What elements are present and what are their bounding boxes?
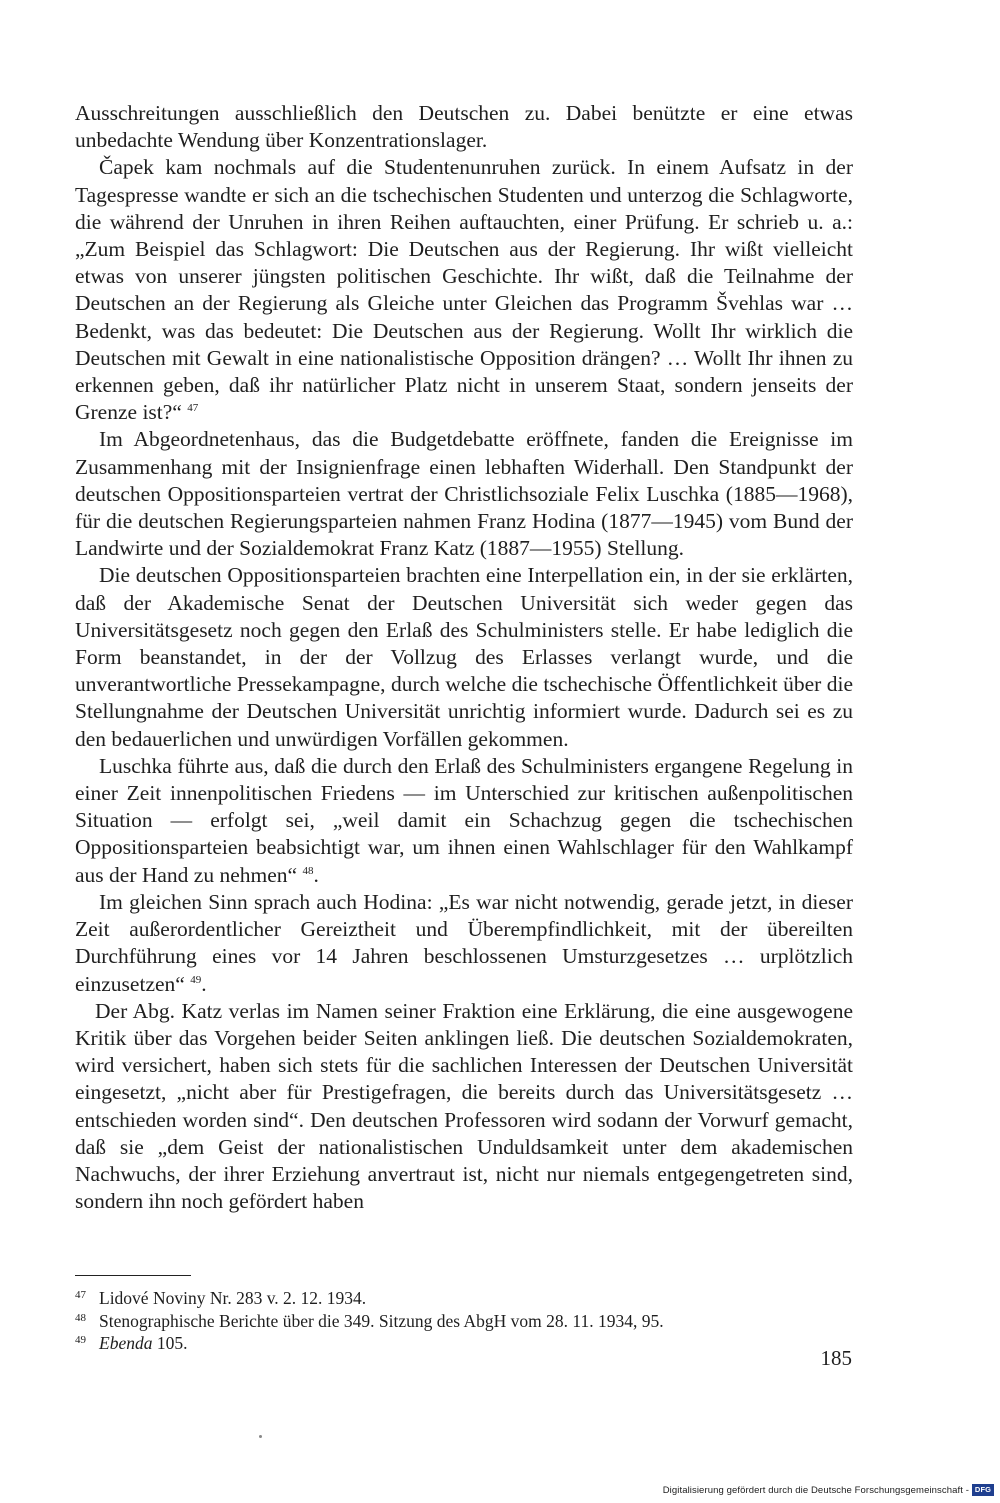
footnote-number: 49 bbox=[75, 1334, 86, 1346]
paragraph-5-text: Luschka führte aus, daß die durch den Erlaß des Schulministers ergangene Regelung in einer Zeit innenpolitischen Friedens — im Unterschied zur kritischen außenpolitischen Situation — erfolgt sei, „weil damit ein Schachzug gegen die tschechischen Oppositionsparteien beabsichtigt war, um ihnen einen Wahlschlager für den Wahlkampf aus der Hand zu nehmen“ bbox=[75, 753, 853, 887]
paragraph-4-text: Die deutschen Oppositionsparteien brachten eine Interpellation ein, in der sie erklärten, daß der Akademische Senat der Deutschen Universität sich weder gegen das Universitätsgesetz noch gegen den Erlaß des Schulministers stelle. Er habe lediglich die Form beanstandet, in der der Vollzug des Erlasses verlangt wurde, und die unverantwortliche Pressekampagne, durch welche die tschechische Öffentlichkeit über die Stellungnahme der Deutschen Universität unrichtig informiert wurde. Dadurch sei es zu den bedauerlichen und unwürdigen Vorfällen gekommen. bbox=[75, 563, 853, 751]
paragraph-4 bbox=[75, 562, 853, 752]
footnote-47 bbox=[75, 1287, 853, 1310]
paragraph-3 bbox=[75, 426, 853, 562]
paragraph-1 bbox=[75, 100, 853, 154]
scan-speck bbox=[259, 1435, 262, 1438]
footnote-48 bbox=[75, 1310, 853, 1333]
footnote-text: Lidové Noviny Nr. 283 v. 2. 12. 1934. bbox=[99, 1288, 367, 1308]
footnote-49 bbox=[75, 1332, 853, 1355]
footnote-ref-47[interactable]: 47 bbox=[187, 402, 199, 415]
dfg-credit-text: Digitalisierung gefördert durch die Deutsche Forschungsgemeinschaft - bbox=[662, 1484, 969, 1496]
body-text bbox=[75, 100, 853, 1215]
footnote-divider bbox=[75, 1275, 191, 1276]
footnote-ref-48[interactable]: 48 bbox=[302, 864, 314, 877]
paragraph-1-text: Ausschreitungen ausschließlich den Deutschen zu. Dabei benützte er eine etwas unbedachte Wendung über Konzentrationslager. bbox=[75, 101, 853, 153]
dfg-credit-bar bbox=[663, 1484, 994, 1496]
footnote-text: 105. bbox=[152, 1333, 188, 1353]
paragraph-6 bbox=[75, 889, 853, 998]
paragraph-2-text: Čapek kam nochmals auf die Studentenunruhen zurück. In einem Aufsatz in der Tagespresse wandte er sich an die tschechischen Studenten und unterzog die Schlagworte, die während der Unruhen in ihren Reihen auftauchten, einer Prüfung. Er schrieb u. a.: „Zum Beispiel das Schlagwort: Die Deutschen aus der Regierung. Ihr wißt vielleicht etwas von unserer jüngsten politischen Geschichte. Ihr wißt, daß die Teilnahme der Deutschen an der Regierung als Gleiche unter Gleichen das Programm Švehlas war … Bedenkt, was das bedeutet: Die Deutschen aus der Regierung. Wollt Ihr wirklich die Deutschen mit Gewalt in eine nationalistische Opposition drängen? … Wollt Ihr ihnen zu erkennen geben, daß ihr natürlicher Platz nicht in unserem Staat, sondern jenseits der Grenze ist?“ bbox=[75, 155, 853, 425]
footnote-ref-49[interactable]: 49 bbox=[190, 973, 202, 986]
footnote-number: 48 bbox=[75, 1311, 86, 1324]
paragraph-5 bbox=[75, 753, 853, 889]
paragraph-2 bbox=[75, 154, 853, 426]
paragraph-3-text: Im Abgeordnetenhaus, das die Budgetdebatte eröffnete, fanden die Ereignisse im Zusammenhang mit der Insignienfrage einen lebhaften Widerhall. Den Standpunkt der deutschen Oppositionsparteien vertrat der Christlichsoziale Felix Luschka (1885—1968), für die deutschen Regierungsparteien nahmen Franz Hodina (1877—1945) vom Bund der Landwirte und der Sozialdemokrat Franz Katz (1887—1955) Stellung. bbox=[75, 427, 853, 561]
footnote-number: 47 bbox=[75, 1289, 86, 1301]
paragraph-7-text: Der Abg. Katz verlas im Namen seiner Fraktion eine Erklärung, die eine ausgewogene Kritik über das Vorgehen beider Seiten anklingen ließ. Die deutschen Sozialdemokraten, wird versichert, haben sich stets für die sachlichen Interessen der Deutschen Universität eingesetzt, „nicht aber für Prestigefragen, die bereits durch das Universitätsgesetz … entschieden worden sind“. Den deutschen Professoren wird sodann der Vorwurf gemacht, daß sie „dem Geist der nationalistischen Unduldsamkeit unter dem akademischen Nachwuchs, der ihrer Erziehung anvertraut ist, nicht nur niemals entgegengetreten sind, sondern ihn noch gefördert haben bbox=[75, 998, 853, 1214]
paragraph-5-tail: . bbox=[313, 862, 319, 887]
footnote-italic-text: Ebenda bbox=[99, 1333, 153, 1353]
paragraph-6-text: Im gleichen Sinn sprach auch Hodina: „Es war nicht notwendig, gerade jetzt, in dieser Zeit außerordentlicher Gereiztheit und Überempfindlichkeit, mit der übereilten Durchführung eines vor 14 Jahren beschlossenen Umsturzgesetzes … urplötzlich einzusetzen“ bbox=[75, 889, 853, 996]
paragraph-7 bbox=[75, 998, 853, 1216]
paragraph-6-tail: . bbox=[201, 971, 207, 996]
page-number: 185 bbox=[820, 1346, 852, 1370]
footnote-text: Stenographische Berichte über die 349. Sitzung des AbgH vom 28. 11. 1934, 95. bbox=[99, 1310, 664, 1331]
dfg-logo-icon: DFG bbox=[972, 1484, 994, 1496]
footnotes bbox=[75, 1287, 853, 1355]
